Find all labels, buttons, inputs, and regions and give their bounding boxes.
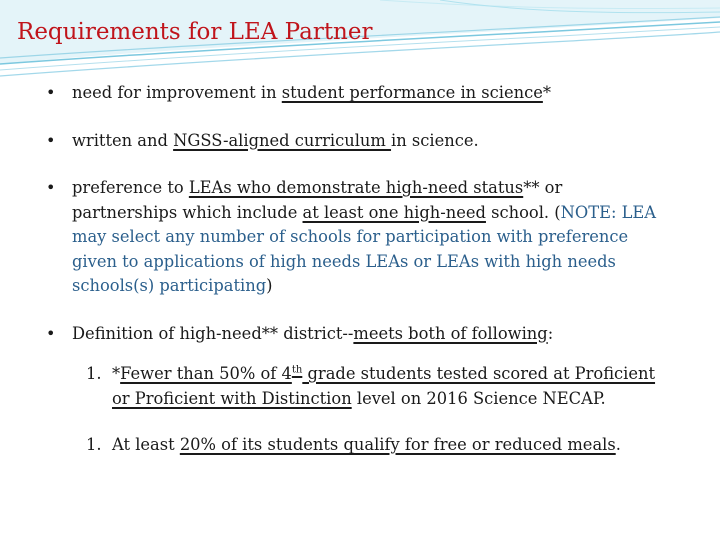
item-text: At least: [112, 435, 180, 454]
page-title: Requirements for LEA Partner: [17, 19, 373, 45]
header-swoosh-decoration: [0, 0, 720, 90]
bullet-underlined-text: LEAs who demonstrate high-need status: [188, 178, 524, 197]
numbered-item: [46, 433, 666, 458]
item-underlined-text: 20% of its students qualify for free or reduced meals: [179, 435, 616, 454]
item-underlined-text: grade students tested scored at Proficient or Proficient with Distinction: [112, 364, 656, 408]
item-text: .: [615, 435, 621, 454]
bullet-item: [46, 81, 666, 106]
bullet-text: *: [542, 83, 552, 102]
bullet-text: need for improvement in: [72, 83, 282, 102]
bullet-underlined-text: meets both of following: [353, 323, 548, 343]
bullet-dot: •: [46, 83, 56, 102]
bullet-text: school. (: [485, 202, 561, 222]
bullet-item: [46, 129, 666, 154]
bullet-text: Definition of high-need** district--: [72, 323, 354, 343]
item-underlined-text: Fewer than 50% of 4: [120, 364, 292, 383]
item-text: level on 2016 Science NECAP.: [351, 388, 606, 408]
bullet-underlined-text: at least one high-need: [302, 202, 486, 222]
item-superscript: th: [291, 364, 303, 376]
bullet-text: ): [266, 276, 273, 295]
bullet-text: :: [547, 323, 554, 343]
bullet-dot: •: [46, 323, 56, 343]
bullet-underlined-text: student performance in science: [281, 83, 543, 102]
item-number: 1.: [86, 364, 102, 383]
note-text: NOTE: LEA may select any number of schools for participation with preference given to applications of high needs LEAs or LEAs with high needs schools(s) participating: [72, 202, 657, 295]
bullet-dot: •: [46, 178, 56, 197]
bullet-text: in science.: [391, 130, 479, 150]
bullet-text: ** or partnerships which include: [72, 178, 563, 222]
bullet-underlined-text: NGSS-aligned curriculum: [173, 130, 392, 150]
bullet-text: preference to: [72, 178, 189, 197]
bullet-text: written and: [72, 130, 174, 150]
item-number: 1.: [86, 435, 102, 454]
numbered-item: [46, 362, 666, 411]
bullet-dot: •: [46, 130, 56, 150]
item-text: *: [112, 364, 121, 383]
bullet-item: [46, 322, 666, 347]
slide-content: [46, 81, 666, 480]
bullet-item: [46, 176, 666, 299]
